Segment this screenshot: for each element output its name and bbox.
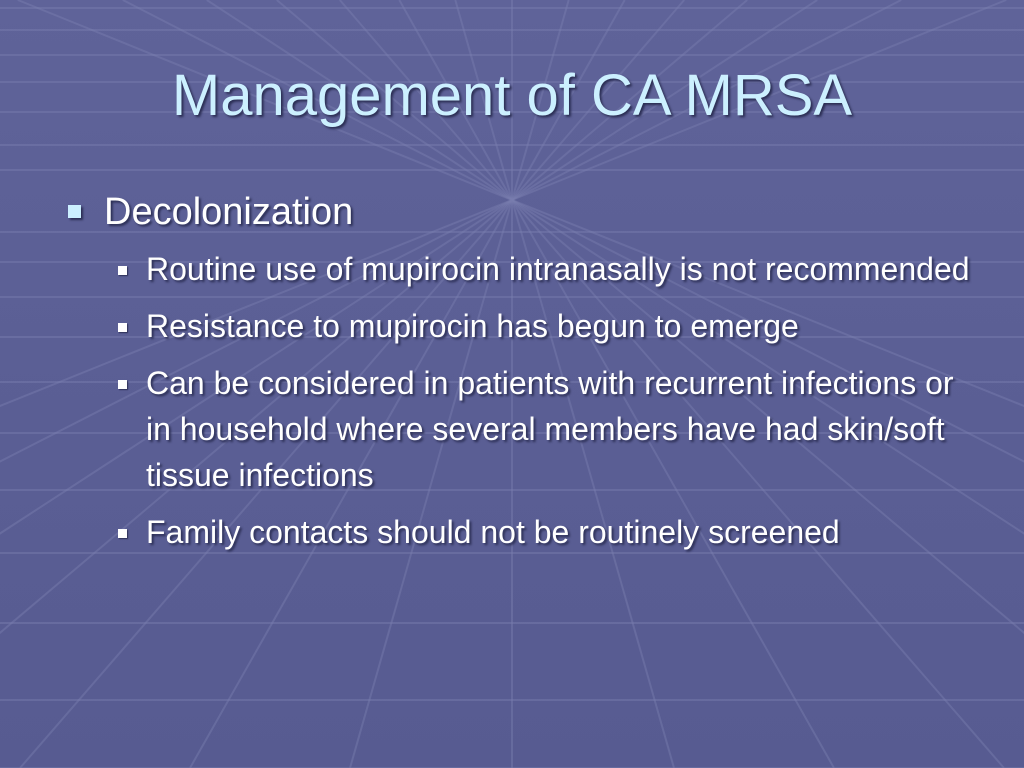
bullet-text: Decolonization <box>104 191 354 233</box>
sub-bullet <box>146 246 980 292</box>
square-bullet-icon <box>68 205 81 218</box>
sub-bullet <box>146 509 980 555</box>
sub-bullet-text: Resistance to mupirocin has begun to emerge <box>146 308 799 344</box>
sub-bullet <box>146 303 980 349</box>
sub-bullet <box>146 360 980 498</box>
slide-body <box>60 186 980 566</box>
bullet-level1 <box>60 186 980 238</box>
sub-bullet-text: Can be considered in patients with recurrent infections or in household where several members have had skin/soft tissue infections <box>146 365 954 493</box>
small-square-bullet-icon <box>118 323 127 332</box>
small-square-bullet-icon <box>118 380 127 389</box>
small-square-bullet-icon <box>118 529 127 538</box>
slide-title: Management of CA MRSA <box>171 63 853 128</box>
sub-bullet-text: Routine use of mupirocin intranasally is not recommended <box>146 251 970 287</box>
sub-bullet-text: Family contacts should not be routinely screened <box>146 514 840 550</box>
small-square-bullet-icon <box>118 266 127 275</box>
